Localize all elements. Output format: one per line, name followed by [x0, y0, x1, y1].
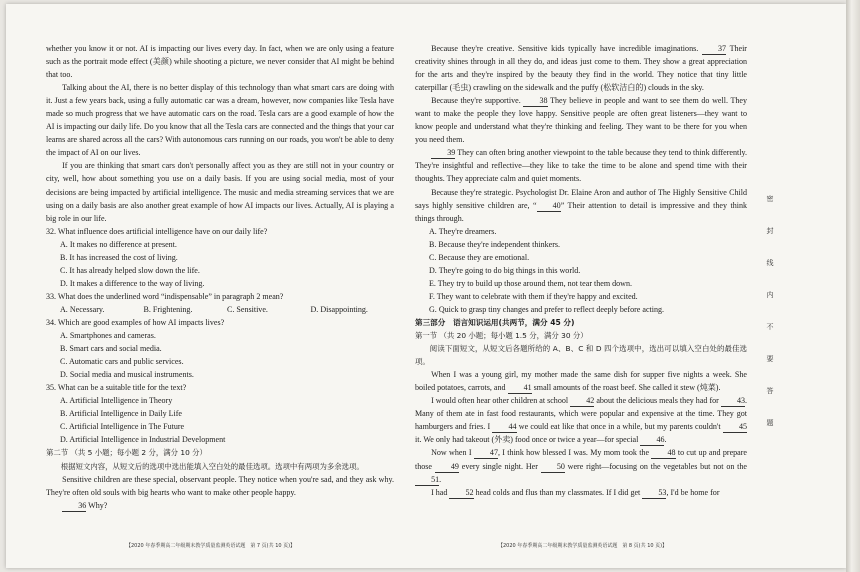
question-34: 34. Which are good examples of how AI impacts lives?	[46, 317, 225, 327]
answer-blank-51[interactable]: 51	[415, 475, 439, 486]
option: A. Necessary.	[60, 304, 105, 314]
margin-char: 要	[766, 355, 774, 363]
margin-char: 封	[766, 227, 774, 235]
answer-blank-44[interactable]: 44	[492, 422, 516, 433]
cloze-paragraph: When I was a young girl, my mother made the same dish for supper five nights a week. She boiled potatoes, carrots, and 41 small amounts of the roast beef. She called it stew (炖菜).	[415, 370, 747, 393]
option: D. It makes a difference to the way of living.	[60, 278, 205, 288]
option: A. Artificial Intelligence in Theory	[60, 396, 173, 406]
cloze-paragraph: I would often hear other children at school 42 about the delicious meals they had for 43. Many of them ate in fast food restaurants, which were popular and expensive at the time. They got hamburgers and fries. I 44 we could eat like that once in a while, but my parents couldn't 45 it. We only had takeout (外卖) food once or twice a year—for special 46.	[415, 396, 748, 445]
answer-blank-53[interactable]: 53	[642, 488, 666, 499]
answer-blank-43[interactable]: 43	[721, 396, 745, 407]
option: C. It has already helped slow down the life.	[60, 265, 200, 275]
option: A. Smartphones and cameras.	[60, 331, 156, 341]
binding-margin-notice	[764, 194, 776, 428]
passage-paragraph: Sensitive children are these special, observant people. They notice when you're sad, and they ask why. They're often old souls with big hearts who want to make other people happy.	[46, 474, 394, 497]
option: B. Smart cars and social media.	[60, 344, 162, 354]
passage-paragraph: Because they're creative. Sensitive kids typically have incredible imaginations. 37 Their creativity shines through in all they do, and ideas just come to them. They show a great appreciation for the arts and they're inspired by the beauty they find in the world. They notice that tiny little caterpillar (毛虫) crawling on the sidewalk and the puffy (松软洁白的) clouds in the sky.	[415, 44, 747, 93]
option: D. They're going to do big things in this world.	[429, 265, 581, 275]
margin-char: 题	[766, 419, 774, 427]
option: F. They want to celebrate with them if they're happy and excited.	[429, 291, 638, 301]
exam-page-spread	[6, 4, 846, 568]
answer-blank-39[interactable]: 39	[431, 148, 455, 159]
page-footer-left: 【2020 年春季期高二年级期末教学质量监测英语试题 第 7 页(共 10 页)】	[126, 543, 296, 549]
option: D. Disappointing.	[310, 304, 368, 314]
answer-blank-37[interactable]: 37	[702, 44, 726, 55]
section-1-heading: 第一节 （共 20 小题；每小题 1.5 分，满分 30 分）	[415, 331, 588, 341]
option: B. Artificial Intelligence in Daily Life	[60, 409, 183, 419]
option: A. They're dreamers.	[429, 226, 497, 236]
passage-paragraph: If you are thinking that smart cars don't personally affect you as they are still not in your country or city, well, how about something you use on a daily basis. If you are using social media, most of your decisions are being impacted by artificial intelligence. The music and media streaming services that we are using on a daily basis are also another great example of how AI impacts our lives. Actually, AI is playing a big role in our life.	[46, 161, 394, 223]
answer-blank-46[interactable]: 46	[640, 435, 664, 446]
answer-blank-45[interactable]: 45	[723, 422, 747, 433]
answer-blank-40[interactable]: 40	[537, 201, 561, 212]
margin-char: 不	[766, 323, 774, 331]
left-column	[46, 42, 394, 512]
option: A. It makes no difference at present.	[60, 239, 177, 249]
page-footer-right: 【2020 年春季期高二年级期末教学质量监测英语试题 第 8 页(共 10 页)】	[498, 543, 668, 549]
answer-blank-49[interactable]: 49	[435, 462, 459, 473]
option: G. Quick to grasp tiny changes and prefer to reflect deeply before acting.	[429, 304, 665, 314]
option: C. Artificial Intelligence in The Future	[60, 422, 185, 432]
answer-blank-38[interactable]: 38	[523, 96, 547, 107]
option: B. Frightening.	[143, 304, 193, 314]
question-32: 32. What influence does artificial intelligence have on our daily life?	[46, 226, 268, 236]
option-row	[46, 303, 394, 316]
option: C. Because they are emotional.	[429, 252, 530, 262]
passage-paragraph: Because they're strategic. Psychologist Dr. Elaine Aron and author of The Highly Sensitive Child says highly sensitive children are, “ 40” Their attention to detail is impressive and they think things through.	[415, 187, 747, 223]
part-3-heading: 第三部分 语言知识运用(共两节，满分 45 分)	[415, 317, 575, 327]
option: C. Sensitive.	[227, 304, 268, 314]
answer-blank-50[interactable]: 50	[541, 462, 565, 473]
answer-blank-36[interactable]: 36	[62, 501, 86, 512]
section-2-instructions: 根据短文内容，从短文后的选项中选出能填入空白处的最佳选项。选项中有两项为多余选项。	[60, 461, 364, 471]
option: D. Artificial Intelligence in Industrial Development	[60, 435, 226, 445]
option: C. Automatic cars and public services.	[60, 357, 184, 367]
question-33: 33. What does the underlined word “indispensable” in paragraph 2 mean?	[46, 291, 284, 301]
section-1-instructions: 阅读下面短文，从短文后各题所给的 A、B、C 和 D 四个选项中，选出可以填入空白处的最佳选项。	[415, 344, 747, 367]
passage-paragraph: Because they're supportive. 38 They believe in people and want to see them do well. They want to make the people they love happy. Sensitive people are often great listeners—they want to know people and understand what they're thinking and feeling. They want to be there for you when you need them.	[415, 96, 747, 145]
cloze-paragraph: Now when I 47, I think how blessed I was. My mom took the 48 to cut up and prepare those 49 every single night. Her 50 were right—focusing on the vegetables but not on the 51.	[415, 448, 748, 484]
margin-char: 线	[766, 259, 774, 267]
option: E. They try to build up those around them, not tear them down.	[429, 278, 632, 288]
answer-blank-48[interactable]: 48	[651, 448, 675, 459]
answer-blank-42[interactable]: 42	[570, 396, 594, 407]
cloze-paragraph: I had 52 head colds and flus than my classmates. If I did get 53, I'd be home for	[431, 487, 720, 497]
binding-edge	[846, 0, 860, 572]
passage-paragraph: 36 Why?	[46, 499, 394, 512]
right-column	[415, 42, 747, 499]
passage-paragraph: Talking about the AI, there is no better display of this technology than what smart cars are doing with it. Just a few years back, using a fully automatic car was a dream, however, now companies like Tesla have made so much progress that we have automatic cars on the road. Tesla cars are a good example of how the AI is impacting our daily life. Do you know that all the Tesla cars are connected and the things that your car learns are shared across all the cars? With autonomous cars running on our roads, you won't be able to deny the impact of AI on our lives.	[46, 83, 394, 158]
answer-blank-47[interactable]: 47	[474, 448, 498, 459]
option: B. Because they're independent thinkers.	[429, 239, 561, 249]
option: B. It has increased the cost of living.	[60, 252, 178, 262]
margin-char: 答	[766, 387, 774, 395]
answer-blank-52[interactable]: 52	[449, 488, 473, 499]
passage-paragraph: whether you know it or not. AI is impacting our lives every day. In fact, when we are only using a feature such as the portrait mode effect (美颜) while shooting a picture, we never consider that AI might be behind that too.	[46, 44, 394, 80]
margin-char: 密	[766, 195, 774, 203]
question-35: 35. What can be a suitable title for the text?	[46, 383, 187, 393]
passage-paragraph: 39 They can often bring another viewpoint to the table because they tend to think differently. They're insightful and reflective—they like to take the time to be alone and spend time with their thoughts. They appreciate calm and quiet moments.	[415, 148, 747, 184]
answer-blank-41[interactable]: 41	[508, 383, 532, 394]
margin-char: 内	[766, 291, 774, 299]
option: D. Social media and musical instruments.	[60, 370, 194, 380]
section-2-heading: 第二节 （共 5 小题；每小题 2 分，满分 10 分）	[46, 448, 207, 458]
